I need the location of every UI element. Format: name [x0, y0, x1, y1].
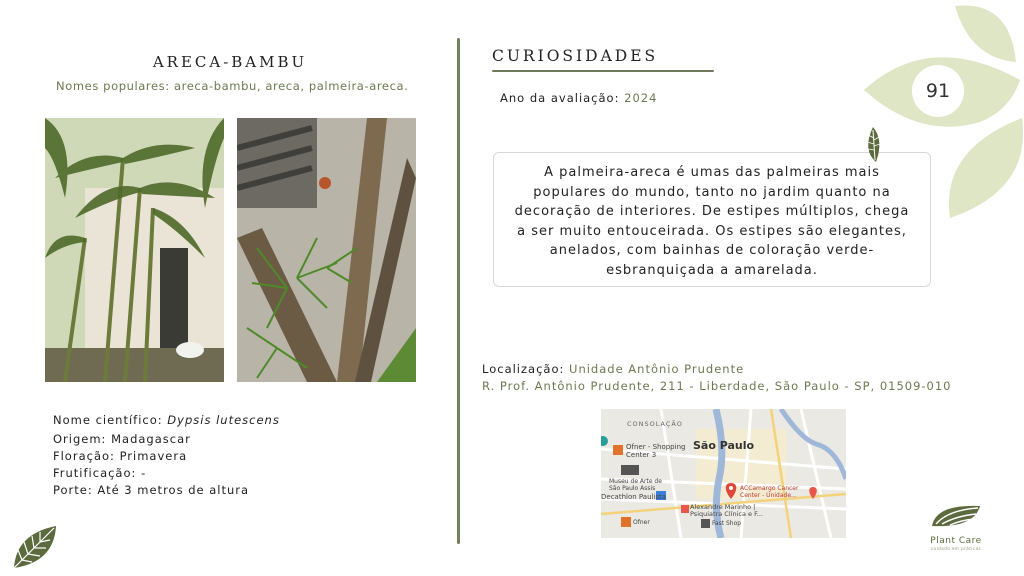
popular-names-value: areca-bambu, areca, palmeira-areca. — [174, 79, 409, 93]
curiosities-underline — [492, 70, 714, 72]
map-label-city: São Paulo — [693, 439, 755, 452]
fact-origin-label: Origem: — [53, 432, 107, 446]
fact-flowering-value: Primavera — [119, 449, 188, 463]
map-poi-1b: Center 3 — [626, 451, 657, 459]
fact-fruiting-value: - — [141, 466, 147, 480]
map-poi-7: Fast Shop — [712, 520, 742, 527]
fact-scientific — [53, 412, 280, 429]
fact-origin — [53, 431, 280, 448]
plant-photo-trunks — [237, 118, 416, 382]
evaluation-year-label: Ano da avaliação: — [500, 91, 620, 105]
map-label-neighborhood: CONSOLAÇÃO — [627, 420, 683, 428]
map-poi-1: Ofner - Shopping — [626, 443, 686, 451]
map-poi-2: Museu de Arte de — [609, 478, 662, 485]
page-number: 91 — [912, 65, 964, 117]
curiosity-description: A palmeira-areca é umas das palmeiras mais populares do mundo, tanto no jardim quanto na decoração de interiores. De estipes múltiplos, chega a ser muito entouceirada. Os estipes são elegantes, anelados, com bainhas de coloração verde-esbranquiçada a amarelada. — [493, 152, 931, 287]
leaf-decoration-bottom-left-icon — [10, 524, 60, 570]
brand-leaf-icon — [928, 500, 984, 530]
fact-fruiting-label: Frutificação: — [53, 466, 137, 480]
fact-scientific-value: Dypsis lutescens — [167, 413, 280, 427]
map-poi-2b: São Paulo Assis — [609, 485, 656, 492]
location-unit: Unidade Antônio Prudente — [569, 362, 745, 376]
map-poi-6: Ofner — [633, 519, 650, 526]
popular-names — [56, 79, 408, 93]
map-poi-5: Alexandre Marinho | — [690, 503, 756, 511]
fact-size — [53, 482, 280, 499]
fact-size-value: Até 3 metros de altura — [97, 483, 250, 497]
map-poi-4b: Center - Unidade... — [740, 492, 797, 499]
map-poi-3: Decathlon Paulista — [601, 493, 667, 501]
map-poi-5b: Psiquiatra Clínica e F... — [690, 510, 763, 518]
plant-photo-building — [45, 118, 224, 382]
fact-fruiting — [53, 465, 280, 482]
map-poi-4: ACCamargo Cancer — [740, 485, 799, 492]
brand-tagline: cuidado em práticas — [930, 546, 982, 551]
curiosities-title: CURIOSIDADES — [492, 47, 659, 65]
location-line — [482, 361, 952, 378]
fact-flowering-label: Floração: — [53, 449, 115, 463]
fact-flowering — [53, 448, 280, 465]
leaf-small-icon — [862, 126, 884, 164]
evaluation-year-value: 2024 — [624, 91, 658, 105]
fact-scientific-label: Nome científico: — [53, 413, 163, 427]
fact-origin-value: Madagascar — [111, 432, 191, 446]
location-block — [482, 361, 952, 395]
brand-logo — [920, 500, 992, 551]
column-divider — [457, 38, 460, 544]
popular-names-label: Nomes populares: — [56, 79, 170, 93]
location-label: Localização: — [482, 362, 565, 376]
location-address: R. Prof. Antônio Prudente, 211 - Liberdade, São Paulo - SP, 01509-010 — [482, 379, 952, 393]
location-map[interactable] — [601, 409, 846, 538]
fact-size-label: Porte: — [53, 483, 93, 497]
brand-name: Plant Care — [930, 536, 982, 546]
evaluation-year — [500, 91, 657, 105]
plant-facts — [53, 412, 280, 499]
species-title: ARECA-BAMBU — [152, 53, 308, 71]
